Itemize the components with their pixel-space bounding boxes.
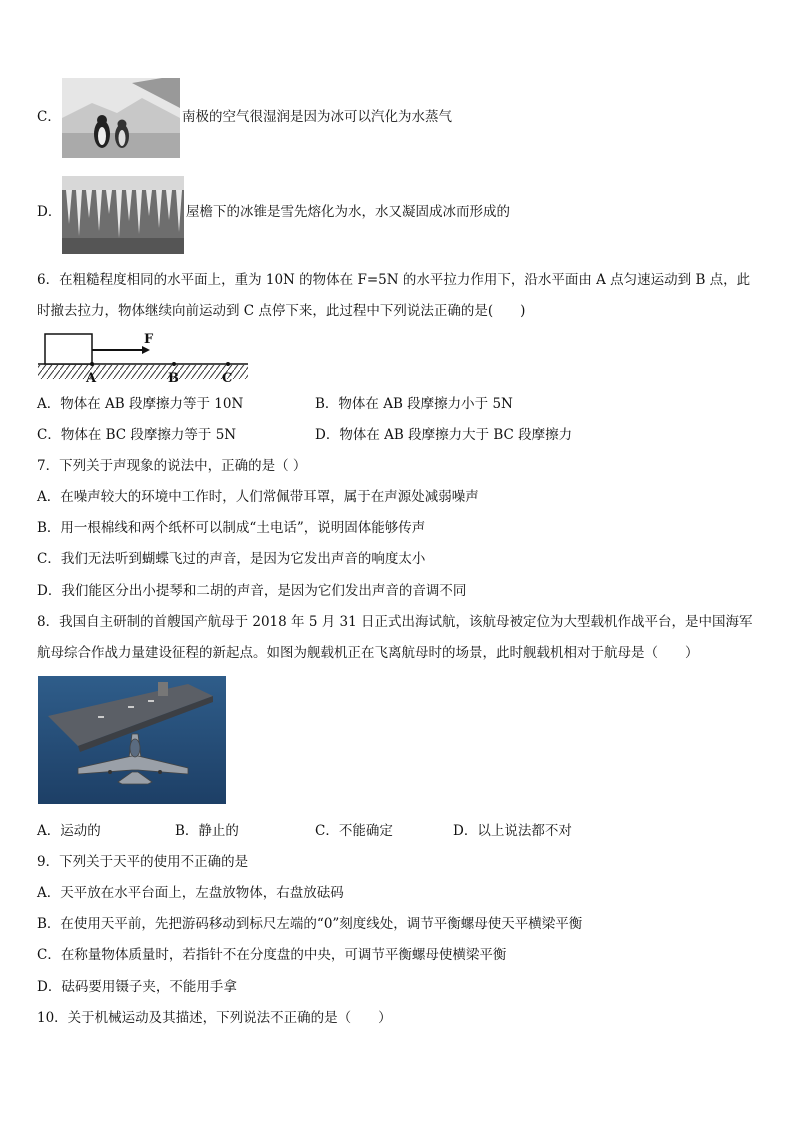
force-label-f: F	[144, 332, 154, 347]
block	[45, 334, 92, 364]
q8-stem-line1: 8．我国自主研制的首艘国产航母于 2018 年 5 月 31 日正式出海试航，该航母被定位为大型载机作战平台，是中国海军	[37, 614, 753, 630]
q8-option-a: A．运动的	[37, 823, 101, 839]
q8-stem-line2: 航母综合作战力量建设征程的新起点。如图为舰载机正在飞离航母时的场景，此时舰载机相对于航母是（ ）	[37, 645, 699, 661]
q9-option-d: D．砝码要用镊子夹，不能用手拿	[37, 979, 237, 995]
q5-option-c-letter: C．	[37, 109, 61, 125]
q9-option-b: B．在使用天平前，先把游码移动到标尺左端的“0”刻度线处，调节平衡螺母使天平横梁平衡	[37, 916, 583, 932]
q6-option-d: D．物体在 AB 段摩擦力大于 BC 段摩擦力	[315, 427, 573, 443]
q9-stem: 9．下列关于天平的使用不正确的是	[37, 854, 249, 870]
q8-option-c: C．不能确定	[315, 823, 393, 839]
q7-option-c: C．我们无法听到蝴蝶飞过的声音，是因为它发出声音的响度太小	[37, 551, 426, 567]
q6-force-diagram	[36, 330, 252, 386]
aircraft-carrier-photo	[38, 676, 226, 804]
q7-option-b: B．用一根棉线和两个纸杯可以制成“土电话”，说明固体能够传声	[37, 520, 426, 536]
q8-option-d: D．以上说法都不对	[453, 823, 572, 839]
q6-option-b: B．物体在 AB 段摩擦力小于 5N	[315, 396, 513, 412]
icicle-photo	[62, 176, 184, 254]
q6-stem-line2: 时撤去拉力，物体继续向前运动到 C 点停下来，此过程中下列说法正确的是( )	[37, 303, 526, 319]
q9-option-c: C．在称量物体质量时，若指针不在分度盘的中央，可调节平衡螺母使横梁平衡	[37, 947, 507, 963]
q7-stem: 7．下列关于声现象的说法中，正确的是（ ）	[37, 458, 307, 474]
q7-option-a: A．在噪声较大的环境中工作时，人们常佩带耳罩，属于在声源处减弱噪声	[37, 489, 479, 505]
q5-option-d-letter: D．	[37, 204, 62, 220]
point-label-a: A	[86, 371, 97, 386]
point-label-c: C	[222, 371, 233, 386]
point-label-b: B	[168, 371, 179, 386]
q7-option-d: D．我们能区分出小提琴和二胡的声音，是因为它们发出声音的音调不同	[37, 583, 467, 599]
q9-option-a: A．天平放在水平台面上，左盘放物体，右盘放砝码	[37, 885, 344, 901]
q10-stem: 10．关于机械运动及其描述，下列说法不正确的是（ ）	[37, 1010, 392, 1026]
q5-option-c-text: 南极的空气很湿润是因为冰可以汽化为水蒸气	[182, 109, 452, 125]
q8-option-b: B．静止的	[175, 823, 239, 839]
q5-option-d-text: 屋檐下的冰锥是雪先熔化为水，水又凝固成冰而形成的	[186, 204, 510, 220]
q6-stem-line1: 6．在粗糙程度相同的水平面上，重为 10N 的物体在 F=5N 的水平拉力作用下，沿水平面由 A 点匀速运动到 B 点，此	[37, 272, 751, 288]
q6-option-a: A．物体在 AB 段摩擦力等于 10N	[37, 396, 244, 412]
penguin-photo	[62, 78, 180, 158]
q6-option-c: C．物体在 BC 段摩擦力等于 5N	[37, 427, 237, 443]
